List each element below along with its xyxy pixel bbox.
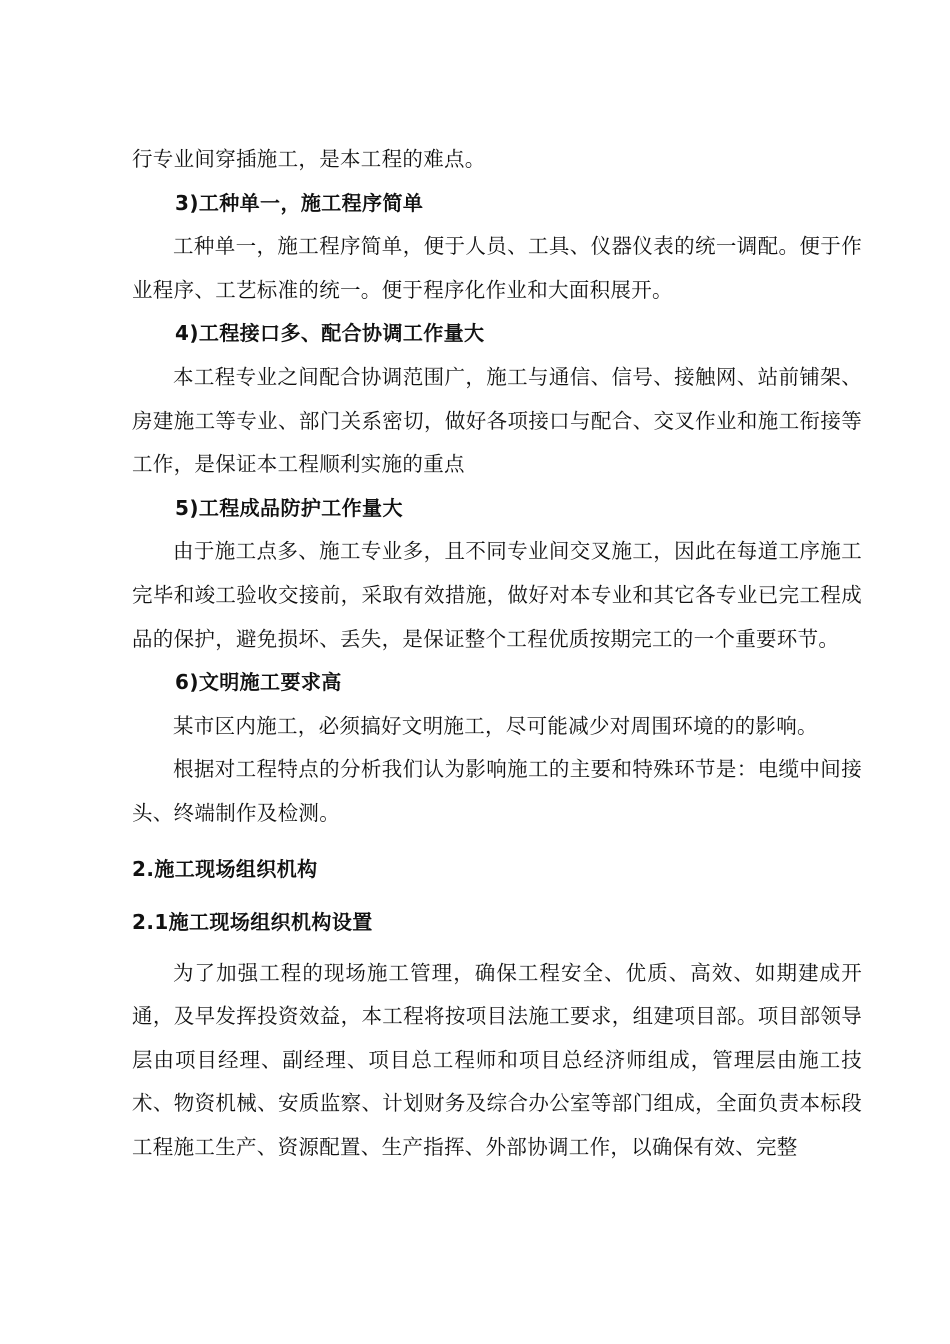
section-heading-2-1: 2.1施工现场组织机构设置 bbox=[132, 909, 373, 934]
paragraph-item-4: 本工程专业之间配合协调范围广，施工与通信、信号、接触网、站前铺架、房建施工等专业、部门关系密切，做好各项接口与配合、交叉作业和施工衔接等工作，是保证本工程顺利实施的重点 bbox=[132, 364, 862, 477]
heading-item-4: 4)工程接口多、配合协调工作量大 bbox=[175, 321, 485, 346]
paragraph-section-2-1: 为了加强工程的现场施工管理，确保工程安全、优质、高效、如期建成开通，及早发挥投资效益，本工程将按项目法施工要求，组建项目部。项目部领导层由项目经理、副经理、项目总工程师和项目总经济师组成，管理层由施工技术、物资机械、安质监察、计划财务及综合办公室等部门组成，全面负责本标段工程施工生产、资源配置、生产指挥、外部协调工作，以确保有效、完整 bbox=[132, 960, 862, 1159]
paragraph-item-5: 由于施工点多、施工专业多，且不同专业间交叉施工，因此在每道工序施工完毕和竣工验收交接前，采取有效措施，做好对本专业和其它各专业已完工程成品的保护，避免损坏、丢失，是保证整个工程优质按期完工的一个重要环节。 bbox=[132, 539, 862, 651]
heading-item-5: 5)工程成品防护工作量大 bbox=[175, 495, 403, 520]
heading-item-3: 3)工种单一，施工程序简单 bbox=[175, 190, 424, 215]
paragraph-summary: 根据对工程特点的分析我们认为影响施工的主要和特殊环节是：电缆中间接头、终端制作及检测。 bbox=[132, 757, 862, 825]
heading-item-6: 6)文明施工要求高 bbox=[175, 670, 342, 695]
paragraph-intro: 行专业间穿插施工，是本工程的难点。 bbox=[132, 147, 486, 171]
section-heading-2: 2.施工现场组织机构 bbox=[132, 856, 318, 881]
document-body bbox=[132, 138, 862, 1169]
paragraph-item-6: 某市区内施工，必须搞好文明施工，尽可能减少对周围环境的的影响。 bbox=[173, 713, 818, 738]
paragraph-item-3: 工种单一，施工程序简单，便于人员、工具、仪器仪表的统一调配。便于作业程序、工艺标准的统一。便于程序化作业和大面积展开。 bbox=[132, 234, 862, 302]
